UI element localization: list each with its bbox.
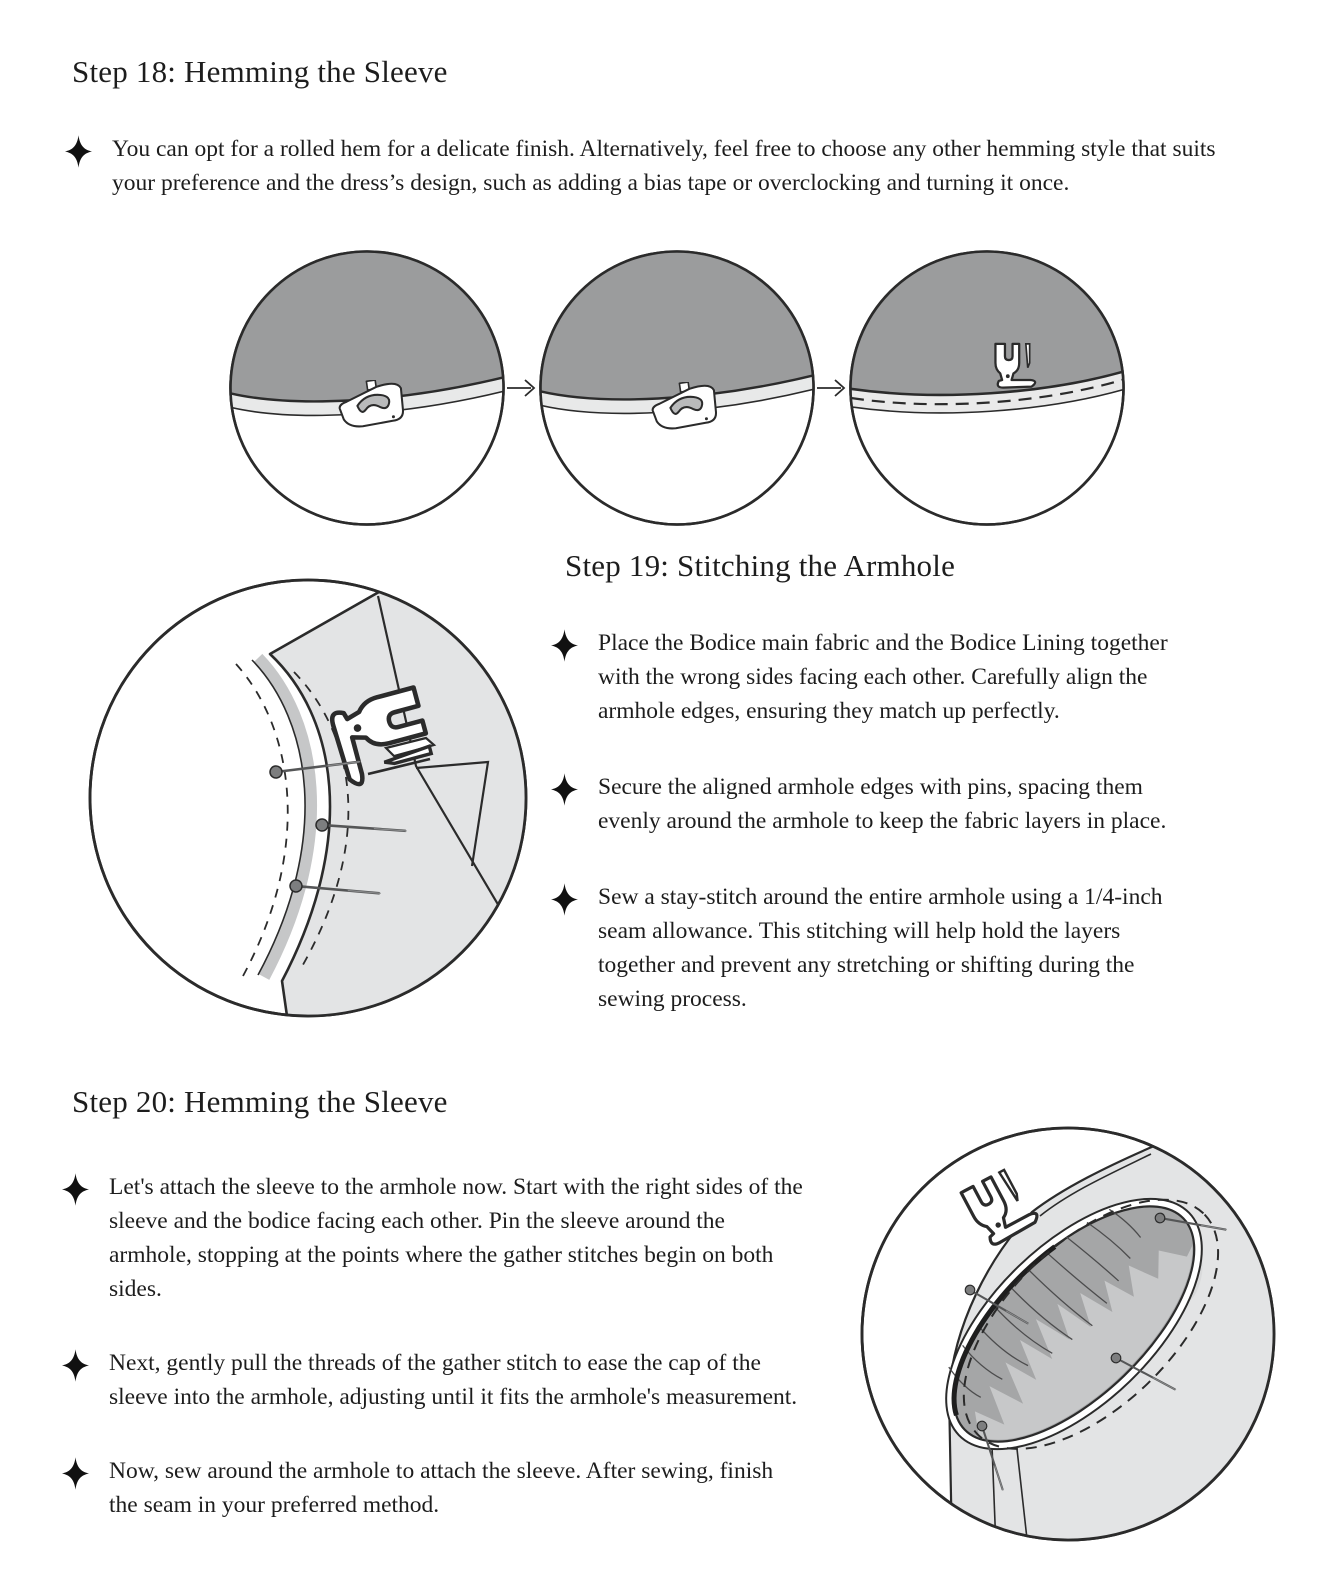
- step-20-heading: Step 20: Hemming the Sleeve: [72, 1084, 448, 1119]
- list-item: [62, 1454, 822, 1522]
- bullet-text: You can opt for a rolled hem for a delicate finish. Alternatively, feel free to choose any other hemming style that suits your preference and the dress’s design, such as adding a bias tape or overclocking and turning it once.: [112, 136, 1216, 196]
- list-item: [551, 770, 1211, 838]
- step-20-bullets: [62, 1170, 822, 1562]
- sparkle-bullet-icon: [65, 135, 92, 168]
- step-19-bullets: [551, 626, 1211, 1016]
- sparkle-bullet-icon: [551, 629, 578, 662]
- bullet-text: Now, sew around the armhole to attach the sleeve. After sewing, finish the seam in your preferred method.: [109, 1458, 774, 1518]
- arrow-right-icon: [817, 373, 847, 403]
- sparkle-bullet-icon: [551, 773, 578, 806]
- list-item: [62, 1170, 822, 1306]
- step-19-heading: Step 19: Stitching the Armhole: [565, 548, 956, 583]
- list-item: [65, 132, 1245, 200]
- presser-foot-stitching-hem-illustration: [847, 248, 1127, 528]
- sparkle-bullet-icon: [62, 1173, 89, 1206]
- armhole-pinned-staystitch-illustration: [86, 576, 530, 1020]
- list-item: [551, 880, 1211, 1016]
- bullet-text: Next, gently pull the threads of the gather stitch to ease the cap of the sleeve into the armhole, adjusting until it fits the armhole's measurement.: [109, 1350, 798, 1410]
- bullet-text: Secure the aligned armhole edges with pins, spacing them evenly around the armhole to keep the fabric layers in place.: [598, 774, 1167, 834]
- presser-foot-icon: [995, 344, 1035, 388]
- step-18-bullets: [65, 132, 1245, 240]
- step-19-column: [551, 548, 1211, 1056]
- step-18-illustration-row: [227, 248, 1127, 528]
- step-18-heading: Step 18: Hemming the Sleeve: [72, 54, 448, 89]
- bullet-text: Let's attach the sleeve to the armhole now. Start with the right sides of the sleeve and the bodice facing each other. Pin the sleeve around the armhole, stopping at the points where the gather stitches begin on both sides.: [109, 1174, 803, 1302]
- list-item: [551, 626, 1211, 728]
- sparkle-bullet-icon: [62, 1457, 89, 1490]
- iron-pressing-hem-illustration-2: [537, 248, 817, 528]
- sparkle-bullet-icon: [62, 1349, 89, 1382]
- iron-pressing-hem-illustration-1: [227, 248, 507, 528]
- arrow-right-icon: [507, 373, 537, 403]
- bullet-text: Place the Bodice main fabric and the Bodice Lining together with the wrong sides facing each other. Carefully align the armhole edges, ensuring they match up perfectly.: [598, 630, 1168, 724]
- gathered-sleeve-in-armhole-illustration: [858, 1124, 1282, 1548]
- list-item: [62, 1346, 822, 1414]
- bullet-text: Sew a stay-stitch around the entire armhole using a 1/4-inch seam allowance. This stitching will help hold the layers together and prevent any stretching or shifting during the sewing process.: [598, 884, 1163, 1012]
- sparkle-bullet-icon: [551, 883, 578, 916]
